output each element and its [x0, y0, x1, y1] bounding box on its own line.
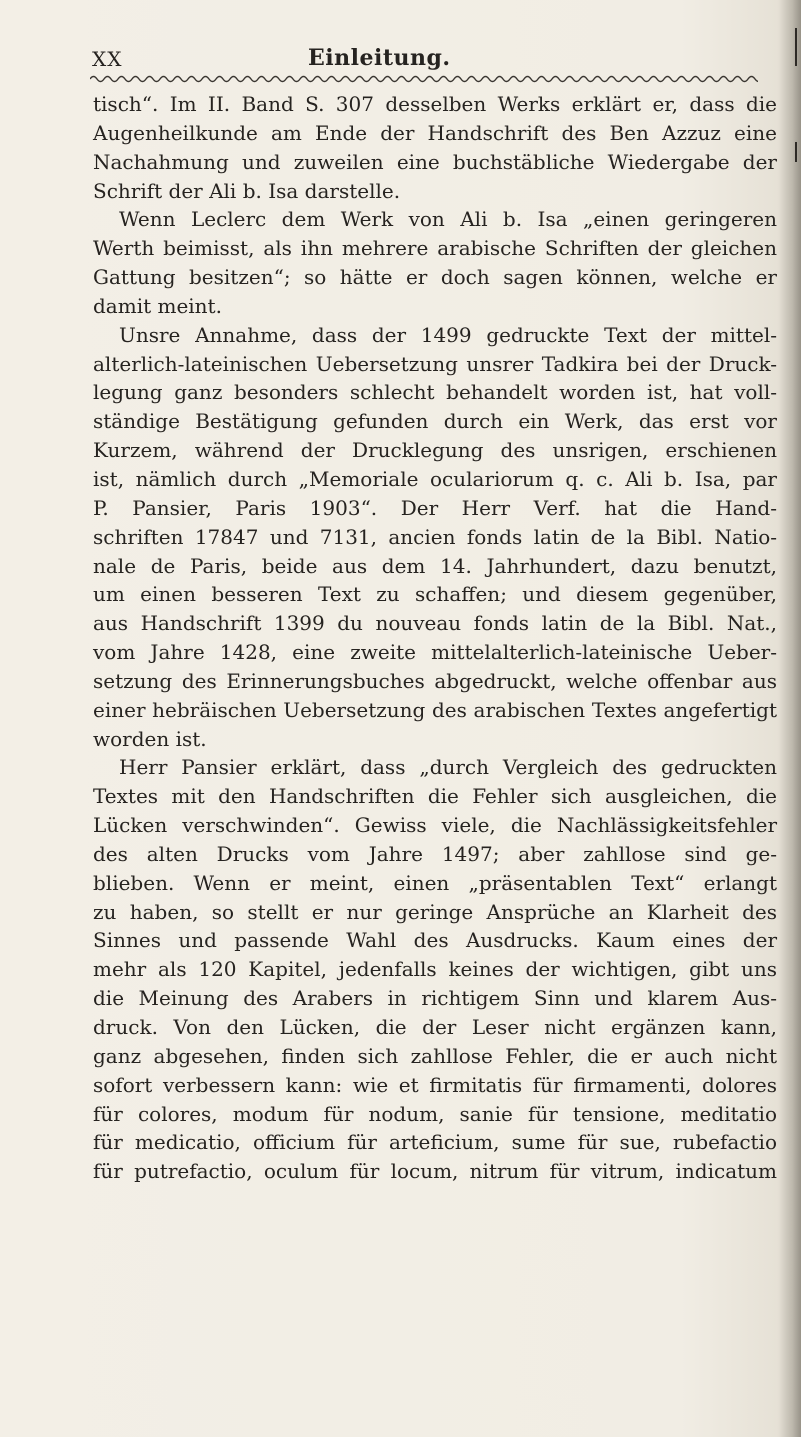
text-line: Kurzem, während der Drucklegung des unsrigen, erschienen — [93, 438, 777, 463]
text-line: des alten Drucks vom Jahre 1497; aber zahllose sind ge- — [93, 841, 777, 866]
text-line: einer hebräischen Uebersetzung des arabischen Textes angefertigt — [93, 697, 777, 722]
text-line: Augenheilkunde am Ende der Handschrift des Ben Azzuz eine — [93, 120, 777, 145]
text-line: ganz abgesehen, finden sich zahllose Fehler, die er auch nicht — [93, 1043, 777, 1068]
paragraph — [93, 753, 777, 1186]
text-line: die Meinung des Arabers in richtigem Sinn und klarem Aus- — [93, 986, 777, 1011]
text-line: Gattung besitzen“; so hätte er doch sagen können, welche er — [93, 265, 777, 290]
text-line: legung ganz besonders schlecht behandelt worden ist, hat voll- — [93, 380, 777, 405]
text-line: um einen besseren Text zu schaffen; und diesem gegenüber, — [93, 582, 777, 607]
text-line: druck. Von den Lücken, die der Leser nicht ergänzen kann, — [93, 1015, 777, 1039]
header-rule-ornament — [90, 72, 758, 86]
text-line: Wenn Leclerc dem Werk von Ali b. Isa „einen geringeren — [119, 207, 777, 232]
text-line: Sinnes und passende Wahl des Ausdrucks. Kaum eines der — [93, 928, 777, 953]
text-line: damit meint. — [93, 293, 222, 318]
paragraph — [93, 205, 777, 320]
page-number: XX — [92, 47, 123, 71]
text-line: aus Handschrift 1399 du nouveau fonds latin de la Bibl. Nat., — [93, 611, 777, 636]
page-edge-mark — [795, 142, 797, 162]
text-line: vom Jahre 1428, eine zweite mittelalterlich-lateinische Ueber- — [93, 640, 777, 665]
text-line: P. Pansier, Paris 1903“. Der Herr Verf. hat die Hand- — [93, 495, 777, 520]
text-line: blieben. Wenn er meint, einen „präsentablen Text“ erlangt — [93, 870, 777, 895]
page-header — [90, 45, 770, 73]
text-line: Unsre Annahme, dass der 1499 gedruckte Text der mittel- — [119, 322, 777, 347]
text-line: für putrefactio, oculum für locum, nitrum für vitrum, indicatum — [93, 1159, 777, 1184]
paragraph — [93, 321, 777, 754]
text-line: für colores, modum für nodum, sanie für tensione, meditatio — [93, 1101, 777, 1126]
running-title: Einleitung. — [308, 45, 451, 71]
text-line: Lücken verschwinden“. Gewiss viele, die Nachlässigkeitsfehler — [93, 813, 777, 838]
page-edge-shadow — [779, 0, 801, 1437]
body-text — [93, 90, 777, 1186]
text-line: alterlich-lateinischen Uebersetzung unsrer Tadkira bei der Druck- — [93, 351, 777, 376]
text-line: ist, nämlich durch „Memoriale oculariorum q. c. Ali b. Isa, par — [93, 466, 777, 491]
text-line: worden ist. — [93, 726, 207, 751]
text-line: für medicatio, officium für arteficium, sume für sue, rubefactio — [93, 1130, 777, 1155]
text-line: mehr als 120 Kapitel, jedenfalls keines der wichtigen, gibt uns — [93, 957, 777, 982]
text-line: ständige Bestätigung gefunden durch ein Werk, das erst vor — [93, 409, 777, 434]
text-line: Textes mit den Handschriften die Fehler sich ausgleichen, die — [93, 784, 777, 809]
text-line: setzung des Erinnerungsbuches abgedruckt, welche offenbar aus — [93, 668, 777, 693]
text-line: Schrift der Ali b. Isa darstelle. — [93, 178, 401, 203]
text-line: Herr Pansier erklärt, dass „durch Vergleich des gedruckten — [119, 755, 777, 780]
page-edge-mark — [795, 28, 797, 66]
text-line: nale de Paris, beide aus dem 14. Jahrhundert, dazu benutzt, — [93, 553, 777, 578]
text-line: tisch“. Im II. Band S. 307 desselben Werks erklärt er, dass die — [93, 92, 777, 116]
text-line: Werth beimisst, als ihn mehrere arabische Schriften der gleichen — [93, 236, 777, 261]
text-line: Nachahmung und zuweilen eine buchstäbliche Wiedergabe der — [93, 149, 777, 174]
paragraph — [93, 90, 777, 205]
text-line: sofort verbessern kann: wie et firmitatis für firmamenti, dolores — [93, 1072, 777, 1097]
text-line: zu haben, so stellt er nur geringe Ansprüche an Klarheit des — [93, 899, 777, 924]
text-line: schriften 17847 und 7131, ancien fonds latin de la Bibl. Natio- — [93, 524, 777, 549]
